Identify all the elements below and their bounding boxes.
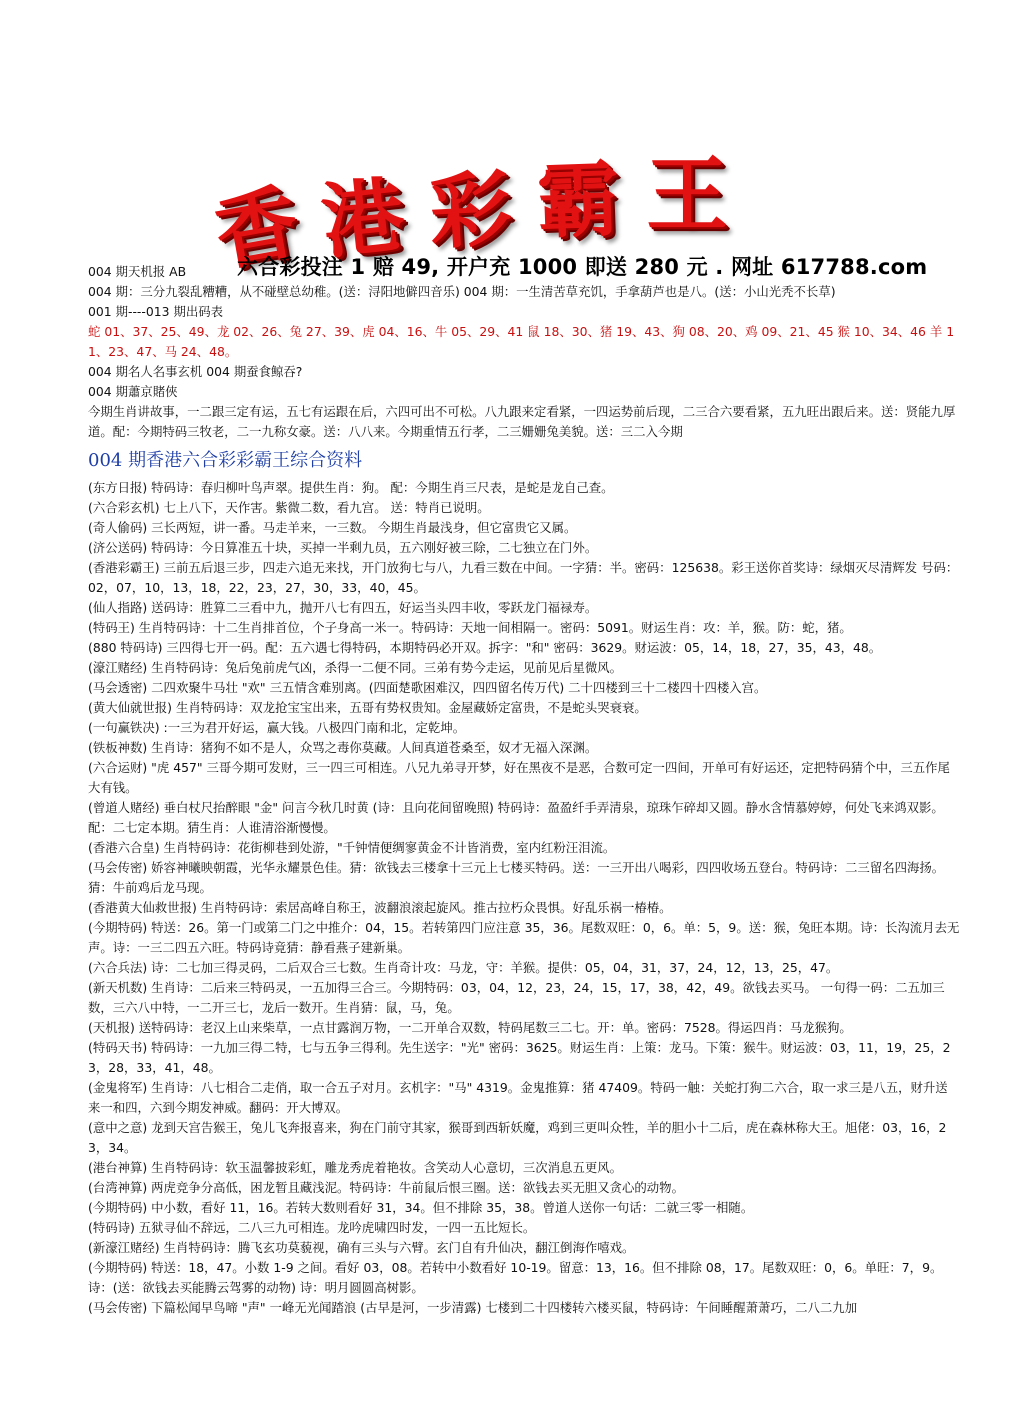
logo-char: 港 [317, 166, 409, 272]
entry-line: (六合运财) "虎 457" 三哥今期可发财，三一四三可相连。八兄九弟寻开梦，好在黑夜不是恶，合数可定一四间，开单可有好运还，定把特码猜个中，三五作尾大有钱。 [88, 760, 950, 795]
entry-line: (奇人偷码) 三长两短，讲一番。马走羊来，一三数。 今期生肖最浅身，但它富贵它又属。 [88, 520, 577, 535]
entry-line: (东方日报) 特码诗：春归柳叶鸟声翠。提供生肖：狗。 配：今期生肖三尺表，是蛇是龙自己查。 [88, 480, 614, 495]
intro-line: 004 期：三分九裂乱糟糟，从不碰壁总幼稚。(送：浔阳地僻四音乐) 004 期：一生清苦草充饥，手拿葫芦也是八。(送：小山光秃不长草) [88, 284, 836, 299]
entries-list [88, 478, 960, 1318]
intro-line: 今期生肖讲故事，一二跟三定有运，五七有运跟在后，六四可出不可松。八九跟来定看紧，一四运势前后现，二三合六要看紧，五九旺出跟后来。送：贤能九厚道。配：今期特码三牧老，二一九称女豪。送：八八来。今期重情五行孝，二三姗姗兔美貌。送：三二入今期 [88, 404, 956, 439]
entry-line: (濠江赌经) 生肖特码诗：兔后兔前虎气凶，杀得一二便不同。三弟有势今走运，见前见后星微风。 [88, 660, 623, 675]
section-title: 004 期香港六合彩彩霸王综合资料 [88, 450, 363, 471]
entry-line: (金鬼将军) 生肖诗：八七相合二走俏，取一合五子对月。玄机字："马" 4319。金鬼推算：猪 47409。特码一触：关蛇打狗二六合，取一求三是八五，财升送来一和四，六到今期发神威。翻码：开大博双。 [88, 1080, 948, 1115]
intro-line: 001 期----013 期出码表 [88, 304, 224, 319]
logo-char: 霸 [535, 151, 622, 251]
entry-line: (一句赢铁决) :一三为君开好运，赢大钱。八极四门南和北，定乾坤。 [88, 720, 466, 735]
ad-banner-text: 六合彩投注 1 赔 49, 开户充 1000 即送 280 元 . 网址 617788.com [237, 255, 928, 279]
entry-line: (马会传密) 娇容神曦映朝霞，光华永耀景色佳。猜：欲钱去三楼拿十三元上七楼买特码。送：一三开出八喝彩，四四收场五登台。特码诗：二三留名四海扬。猜：牛前鸡后龙马现。 [88, 860, 945, 895]
entry-line: (今期特码) 特送：18，47。小数 1-9 之间。看好 03，08。若转中小数看好 10-19。留意：13，16。但不排除 08，17。尾数双旺：0，6。单旺：7，9。诗：(送：欲钱去买能腾云驾雾的动物) 诗：明月圆圆高树影。 [88, 1260, 943, 1295]
entry-line: (香港黄大仙救世报) 生肖特码诗：索居高峰自称王，波翻浪滚起旋风。推古拉朽众畏惧。好乱乐祸一椿椿。 [88, 900, 672, 915]
intro-line: 蛇 01、37、25、49、龙 02、26、兔 27、39、虎 04、16、牛 05、29、41 鼠 18、30、猪 19、43、狗 08、20、鸡 09、21、45 猴 10、34、46 羊 11、23、47、马 24、48。 [88, 324, 955, 359]
logo-char: 彩 [427, 160, 515, 262]
entry-line: (曾道人赌经) 垂白杖尺抬醉眼 "金" 问言今秋几时黄 (诗：且向花间留晚照) 特码诗：盈盈纤手弄清泉，琼珠乍碎却又圆。静水含情慕婷婷，何处飞来鸿双影。配：二七定本期。猜生肖：人谁清浴渐慢慢。 [88, 800, 944, 835]
entry-line: (仙人指路) 送码诗：胜算二三看中九，抛开八七有四五，好运当头四丰收，零跃龙门福禄寿。 [88, 600, 598, 615]
intro-line: 004 期名人名事玄机 004 期蚕食鲸吞? [88, 364, 303, 379]
entry-line: (济公送码) 特码诗：今日算准五十块，买掉一半剩九员，五六刚好被三除，二七独立在门外。 [88, 540, 598, 555]
entry-line: (特码天书) 特码诗：一九加三得二特，七与五争三得利。先生送字："光" 密码：3625。财运生肖：上策：龙马。下策：猴牛。财运波：03，11，19，25，23，28，33，41，48。 [88, 1040, 951, 1075]
entry-line: (六合兵法) 诗：二七加三得灵码，二后双合三七数。生肖奇计攻：马龙，守：羊猴。提供：05，04，31，37，24，12，13，25，47。 [88, 960, 839, 975]
entry-line: (黄大仙就世报) 生肖特码诗：双龙抢宝宝出来，五哥有势权贵知。金屋藏娇定富贵，不是蛇头哭衰衰。 [88, 700, 647, 715]
entry-line: (港台神算) 生肖特码诗：软玉温馨披彩虹，雕龙秀虎着艳妆。含笑动人心意切，三次消息五更风。 [88, 1160, 623, 1175]
intro-block [88, 262, 960, 442]
entry-line: (天机报) 送特码诗：老汉上山来柴草，一点甘露润万物，一二开单合双数，特码尾数三二七。开：单。密码：7528。得运四肖：马龙猴狗。 [88, 1020, 852, 1035]
intro-line: 004 期天机报 AB [88, 264, 187, 279]
entry-line: (香港彩霸王) 三前五后退三步，四走六追无来找，开门放狗七与八，九看三数在中间。一字猜：半。密码：125638。彩王送你首奖诗：绿烟灭尽清辉发 号码：02，07，10，13，18，22，23，27，30，33，40，45。 [88, 560, 959, 595]
entry-line: (特码诗) 五狱寻仙不辞远，二八三九可相连。龙吟虎啸四时发，一四一五比短长。 [88, 1220, 536, 1235]
entry-line: (意中之意) 龙到天宫告猴王，兔儿飞奔报喜来，狗在门前守其家，猴哥到西斩妖魔，鸡到三更叫众牲，羊的胆小十二后，虎在森林称大王。旭佬：03，16，23，34。 [88, 1120, 947, 1155]
entry-line: (香港六合皇) 生肖特码诗：花街柳巷到处游，"千钟情便绸寥黄金不计皆消费，室内红粉汪泪流。 [88, 840, 616, 855]
entry-line: (六合彩玄机) 七上八下，天作害。紫微二数，看九宫。 送：特肖已说明。 [88, 500, 490, 515]
logo-char: 香 [208, 174, 306, 284]
entry-line: (今期特码) 中小数，看好 11，16。若转大数则看好 31，34。但不排除 35，38。曾道人送你一句话：二就三零一相随。 [88, 1200, 754, 1215]
entry-line: (新濠江赌经) 生肖特码诗：腾飞玄功莫藐视，确有三头与六臂。玄门自有升仙决，翻江倒海作嘻戏。 [88, 1240, 635, 1255]
entry-line: (马会传密) 下篇松闻早鸟啼 "声" 一峰无光闻踏浪 (古早是河，一步清露) 七楼到二十四楼转六楼买鼠，特码诗：午间睡醒萧萧巧，二八二九加 [88, 1300, 858, 1315]
entry-line: (特码王) 生肖特码诗：十二生肖排首位，个子身高一米一。特码诗：天地一间相隔一。密码：5091。财运生肖：攻：羊，猴。防：蛇，猪。 [88, 620, 852, 635]
entry-line: (新天机数) 生肖诗：二后来三特码灵，一五加得三合三。今期特码：03，04，12，23，24，15，17，38，42，49。欲钱去买马。 一句得一码：二五加三数，三六八中特，一二开三七，龙后一数开。生肖猜：鼠，马，兔。 [88, 980, 945, 1015]
document-body [88, 262, 960, 1318]
entry-line: (今期特码) 特送：26。第一门或第二门之中推介：04，15。若转第四门应注意 35，36。尾数双旺：0，6。单：5，9。送：猴，兔旺本期。诗：长沟流月去无声。诗：一三二四五六旺。特码诗竟猜：静看燕子建新巢。 [88, 920, 960, 955]
entry-line: (马会透密) 二四欢聚牛马壮 "欢" 三五情含难别离。(四面楚歌困难汉，四四留名传万代) 二十四楼到三十二楼四十四楼入宫。 [88, 680, 767, 695]
entry-line: (铁板神数) 生肖诗：猪狗不如不是人，众骂之毒你莫藏。人间真道苍桑至，奴才无福入深渊。 [88, 740, 598, 755]
entry-line: (台湾神算) 两虎竞争分高低，困龙暂且藏浅泥。特码诗：牛前鼠后恨三圈。送：欲钱去买无胆又贪心的动物。 [88, 1180, 684, 1195]
intro-line: 004 期蕭京賭俠 [88, 384, 178, 399]
entry-line: (880 特码诗) 三四得七开一码。配：五六遇七得特码，本期特码必开双。拆字："和" 密码：3629。财运波：05，14，18，27，35，43，48。 [88, 640, 882, 655]
logo-char: 王 [646, 147, 729, 243]
